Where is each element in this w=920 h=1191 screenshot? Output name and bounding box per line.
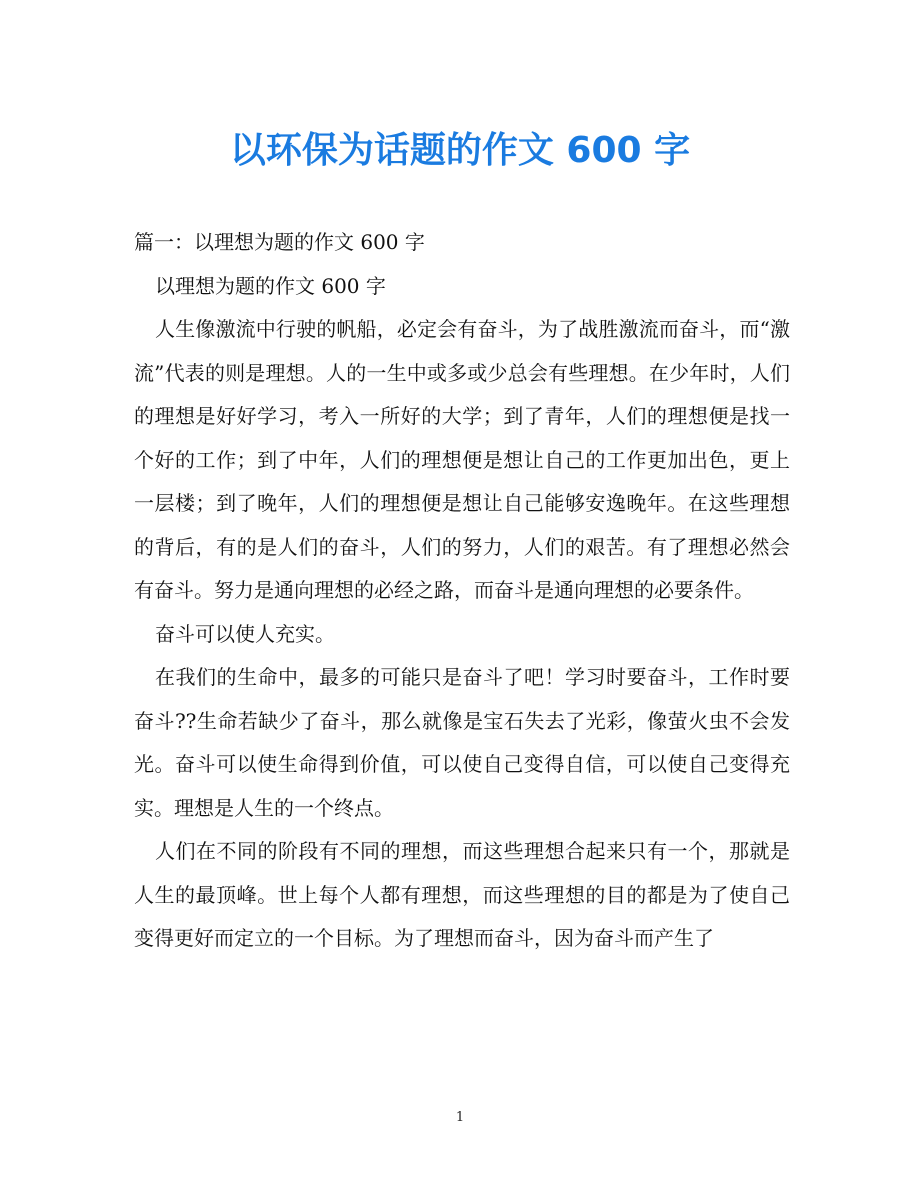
essay-subtitle: 以理想为题的作文 600 字 bbox=[155, 273, 386, 298]
page-number: 1 bbox=[455, 1110, 465, 1125]
paragraph: 在我们的生命中，最多的可能只是奋斗了吧！学习时要奋斗，工作时要奋斗??生命若缺少了奋斗，那么就像是宝石失去了光彩，像萤火虫不会发光。奋斗可以使生命得到价值，可以使自己变得自信，可以使自己变得充实。理想是人生的一个终点。 bbox=[134, 665, 790, 820]
section-heading: 篇一：以理想为题的作文 600 字 bbox=[134, 230, 425, 254]
paragraph: 人们在不同的阶段有不同的理想，而这些理想合起来只有一个，那就是人生的最顶峰。世上每个人都有理想，而这些理想的目的都是为了使自己变得更好而定立的一个目标。为了理想而奋斗，因为奋斗而产生了 bbox=[134, 839, 790, 950]
page-title: 以环保为话题的作文 600 字 bbox=[229, 130, 691, 171]
paragraph: 人生像激流中行驶的帆船，必定会有奋斗，为了战胜激流而奋斗，而“激流”代表的则是理想。人的一生中或多或少总会有些理想。在少年时，人们的理想是好好学习，考入一所好的大学；到了青年，人们的理想便是找一个好的工作；到了中年，人们的理想便是想让自己的工作更加出色，更上一层楼；到了晚年，人们的理想便是想让自己能够安逸晚年。在这些理想的背后，有的是人们的奋斗，人们的努力，人们的艰苦。有了理想必然会有奋斗。努力是通向理想的必经之路，而奋斗是通向理想的必要条件。 bbox=[134, 317, 790, 602]
document-body bbox=[134, 221, 790, 961]
paragraph: 奋斗可以使人充实。 bbox=[155, 621, 335, 646]
